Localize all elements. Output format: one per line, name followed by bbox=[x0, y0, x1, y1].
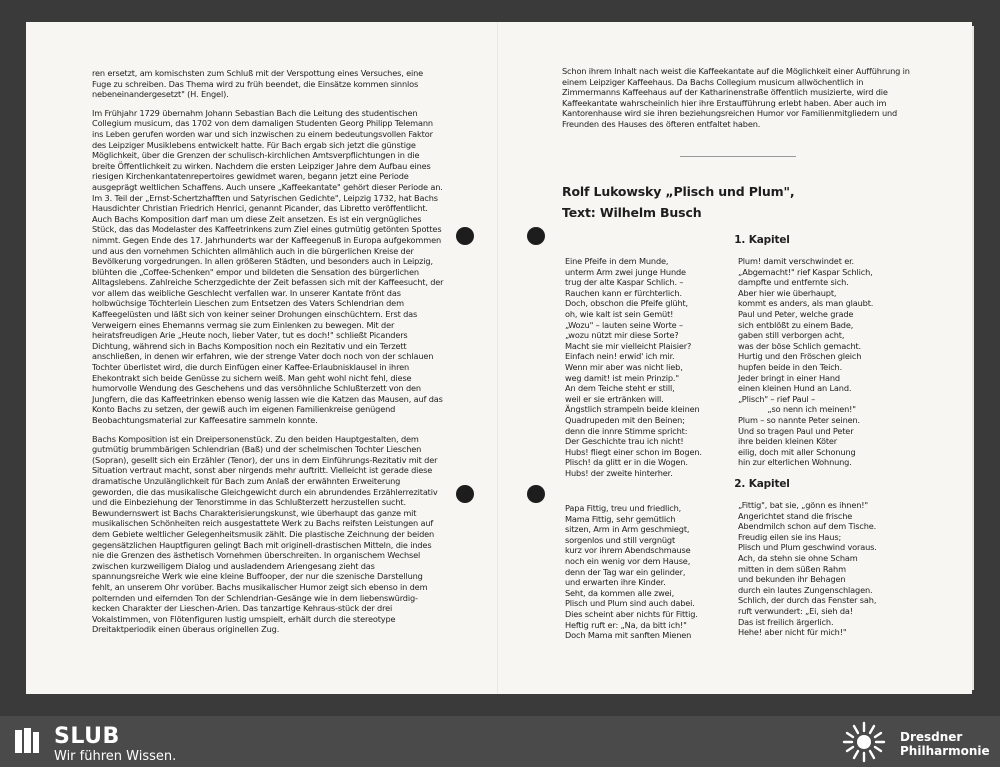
philharmonie-name-line-2: Philharmonie bbox=[900, 744, 990, 758]
left-paragraph-1: ren ersetzt, am komischsten zum Schluß mit der Verspottung eines Versuches, eine Fuge zu schreiben. Das Thema wird zu früh beendet, die Einsätze kommen sinnlos nebeneinandergesetzt" (H. Engel). bbox=[92, 68, 424, 100]
right-intro-paragraph: Schon ihrem Inhalt nach weist die Kaffeekantate auf die Möglichkeit einer Aufführung in einem Leipziger Kaffeehaus. Da Bachs Collegium musicum allwöchentlich in Zimmermanns Kaffeehaus auf der Katharinenstraße öffentlich musizierte, wird die Kaffeekantate wahrscheinlich hier ihre Erstaufführung erlebt haben. Aber auch im Kantorenhause wird sie ihren beziehungsreichen Humor vor Familienmitgliedern und Freunden des Hauses des öfteren entfaltet haben. bbox=[562, 66, 910, 129]
section-divider bbox=[680, 156, 796, 157]
slub-tagline: Wir führen Wissen. bbox=[54, 749, 177, 764]
slub-name: SLUB bbox=[54, 724, 120, 749]
left-column-text bbox=[92, 68, 444, 635]
chapter-1-heading: 1. Kapitel bbox=[734, 234, 790, 246]
punch-hole bbox=[527, 485, 545, 503]
chapter-1-verse-left: Eine Pfeife in dem Munde, unterm Arm zwei junge Hunde trug der alte Kaspar Schlich. – Rauchen kann er fürchterlich. Doch, obschon die Pfeife glüht, oh, wie kalt ist sein Gemüt! „Wozu" – lauten seine Worte – „wozu nützt mir diese Sorte? Macht sie mir vielleicht Plaisier? Einfach nein! erwid' ich mir. Wenn mir aber was nicht lieb, weg damit! ist mein Prinzip." An dem Teiche steht er still, weil er sie ertränken will. Ängstlich strampeln beide kleinen Quadrupeden mit den Beinen; denn die innre Stimme spricht: Der Geschichte trau ich nicht! Hubs! fliegt einer schon im Bogen. Plisch! da glitt er in die Wogen. Hubs! der zweite hinterher. bbox=[565, 256, 702, 478]
song-text-credit: Text: Wilhelm Busch bbox=[562, 205, 702, 220]
page-fold bbox=[497, 22, 498, 694]
chapter-2-verse-left: Papa Fittig, treu und friedlich, Mama Fittig, sehr gemütlich sitzen, Arm in Arm geschmiegt, sorgenlos und still vergnügt kurz vor ihrem Abendschmause noch ein wenig vor dem Hause, denn der Tag war ein gelinder, und erwarten ihre Kinder. Seht, da kommen alle zwei, Plisch und Plum sind auch dabei. Dies scheint aber nichts für Fittig. Heftig ruft er: „Na, da bitt ich!" Doch Mama mit sanften Mienen bbox=[565, 503, 698, 641]
chapter-2-heading: 2. Kapitel bbox=[734, 478, 790, 490]
song-title: Rolf Lukowsky „Plisch und Plum", bbox=[562, 184, 795, 199]
chapter-1-verse-right: Plum! damit verschwindet er. „Abgemacht!" rief Kaspar Schlich, dampfte und entfernte sich. Aber hier wie überhaupt, kommt es anders, als man glaubt. Paul und Peter, welche grade sich entblößt zu einem Bade, gaben still verborgen acht, was der böse Schlich gemacht. Hurtig und den Fröschen gleich hupfen beide in den Teich. Jeder bringt in einer Hand einen kleinen Hund an Land. „Plisch" – rief Paul – „so nenn ich meinen!" Plum – so nannte Peter seinen. Und so tragen Paul und Peter ihre beiden kleinen Köter eilig, doch mit aller Schonung hin zur elterlichen Wohnung. bbox=[738, 256, 874, 468]
punch-hole bbox=[456, 485, 474, 503]
philharmonie-name bbox=[900, 730, 990, 758]
left-paragraph-2: Im Frühjahr 1729 übernahm Johann Sebastian Bach die Leitung des studentischen Collegium musicum, das 1702 von dem damaligen Studenten Georg Philipp Telemann ins Leben gerufen worden war und sich inzwischen zu einem bedeutungsvollen Faktor des Leipziger Musiklebens entwickelt hatte. Für Bach ergab sich jetzt die günstige Möglichkeit, über die Grenzen der schulisch-kirchlichen Amtsverpflichtungen in die breite Öffentlichkeit zu wirken. Nachdem die ersten Leipziger Jahre dem Aufbau eines riesigen Kirchenkantatenrepertoires gewidmet waren, begann jetzt eine Periode ausgeprägt weltlichen Schaffens. Auch unsere „Kaffeekantate" gehört dieser Periode an. Im 3. Teil der „Ernst-Schertzhafften und Satyrischen Gedichte", Leipzig 1732, hat Bachs Hausdichter Christian Friedrich Henrici, genannt Picander, das Libretto veröffentlicht. Auch Bachs Komposition darf man um diese Zeit ansetzen. Es ist ein vergnügliches Stück, das das Modelaster des Kaffeetrinkens zum Ziel eines gutmütig getönten Spottes nimmt. Gegen Ende des 17. Jahrhunderts war der Kaffeegenuß in Europa aufgekommen und aus den vornehmen Schichten allmählich auch in die bürgerlichen Kreise der Bevölkerung vorgedrungen. In allen größeren Städten, und besonders auch in Leipzig, blühten die „Coffee-Schenken" empor und bildeten die Sensation des bürgerlichen Alltagslebens. Zahlreiche Scherzgedichte der Zeit befassen sich mit der Kaffeesucht, der vor allem das weibliche Geschlecht verfallen war. In unserer Kantate frönt das holbwüchsige Töchterlein Lieschen zum Entsetzen des Vaters Schlendrian dem Kaffeegelüsten und läßt sich von keiner seiner Drohungen einschüchtern. Erst das Verweigern eines Ehemanns vermag sie zum Einlenken zu bewegen. Mit der heiratsfreudigen Arie „Heute noch, lieber Vater, tut es doch!" schließt Picanders Dichtung, während sich in Bachs Komposition noch ein Rezitativ und ein Terzett anschließen, in denen wir erfahren, wie der strenge Vater doch noch von der schlauen Tochter überlistet wird, die durch Einfügen einer Kaffee-Erlaubnisklausel in ihren Ehekontrakt sich beide Genüsse zu sichern weiß. Man geht wohl nicht fehl, diese humorvolle Wendung des Geschehens und das versöhnliche Schlußterzett von den Jungfern, die das Kaffeetrinken ebenso wenig lassen wie die Katzen das Mausen, auf das Konto Bachs zu setzen, der gewiß auch im eigenen Familienkreise genügend Beobachtungsmaterial zur Kaffeesatire sammeln konnte. bbox=[92, 107, 444, 425]
chapter-2-verse-right: „Fittig", bat sie, „gönn es ihnen!" Angerichtet stand die frische Abendmilch schon auf dem Tische. Freudig eilen sie ins Haus; Plisch und Plum geschwind voraus. Ach, da stehn sie ohne Scham mitten in dem süßen Rahm und bekunden ihr Behagen durch ein lautes Zungenschlagen. Schlich, der durch das Fenster sah, ruft verwundert: „Ei, sieh da! Das ist freilich ärgerlich. Hehe! aber nicht für mich!" bbox=[738, 500, 877, 638]
philharmonie-name-line-1: Dresdner bbox=[900, 730, 963, 744]
footer-bar bbox=[0, 716, 1000, 767]
book-icon bbox=[14, 727, 40, 755]
sunburst-icon bbox=[840, 719, 888, 765]
punch-hole bbox=[456, 227, 474, 245]
punch-hole bbox=[527, 227, 545, 245]
left-paragraph-3: Bachs Komposition ist ein Dreipersonenstück. Zu den beiden Hauptgestalten, dem gutmütig brummbärigen Schlendrian (Baß) und der schelmischen Tochter Lieschen (Sopran), gesellt sich ein Erzähler (Tenor), der uns in dem Einführungs-Rezitativ mit der Situation vertraut macht, sonst aber nirgends mehr auftritt. Vielleicht ist gerade diese dramatische Unzulänglichkeit für Bach zum Anlaß der erwähnten Erweiterung geworden, die das musikalische Gleichgewicht durch ein abrundendes Erzählerrezitativ und die Einbeziehung der Tenorstimme in das Schlußterzett herzustellen sucht. Bewundernswert ist Bachs Charakterisierungskunst, wie überhaupt das ganze mit musikalischen Schönheiten reich ausgestattete Werk zu Bachs reifsten Leistungen auf dem Gebiete weltlicher Gelegenheitsmusik zählt. Die plastische Zeichnung der beiden gegensätzlichen Hauptfiguren gelingt Bach mit originell-drastischen Mitteln, die indes nie die Grenzen des ästhetisch Vornehmen überschreiten. In organischem Wechsel zwischen kurzweiligem Dialog und ausladendem Ariengesang zieht das spannungsreiche Werk wie eine kleine Buffooper, der nur die szenische Darstellung fehlt, an unserem Ohr vorüber. Bachs musikalischer Humor zeigt sich ebenso in dem polternden und eifernden Ton der Schlendrian-Gesänge wie in dem liebenswürdig-kecken Charakter der Lieschen-Arien. Das tanzartige Kehraus-stück der drei Vokalstimmen, von Flötenfiguren lustig umspielt, erhält durch die stereotype Dreitaktperiodik einen überaus originellen Zug. bbox=[92, 433, 438, 635]
